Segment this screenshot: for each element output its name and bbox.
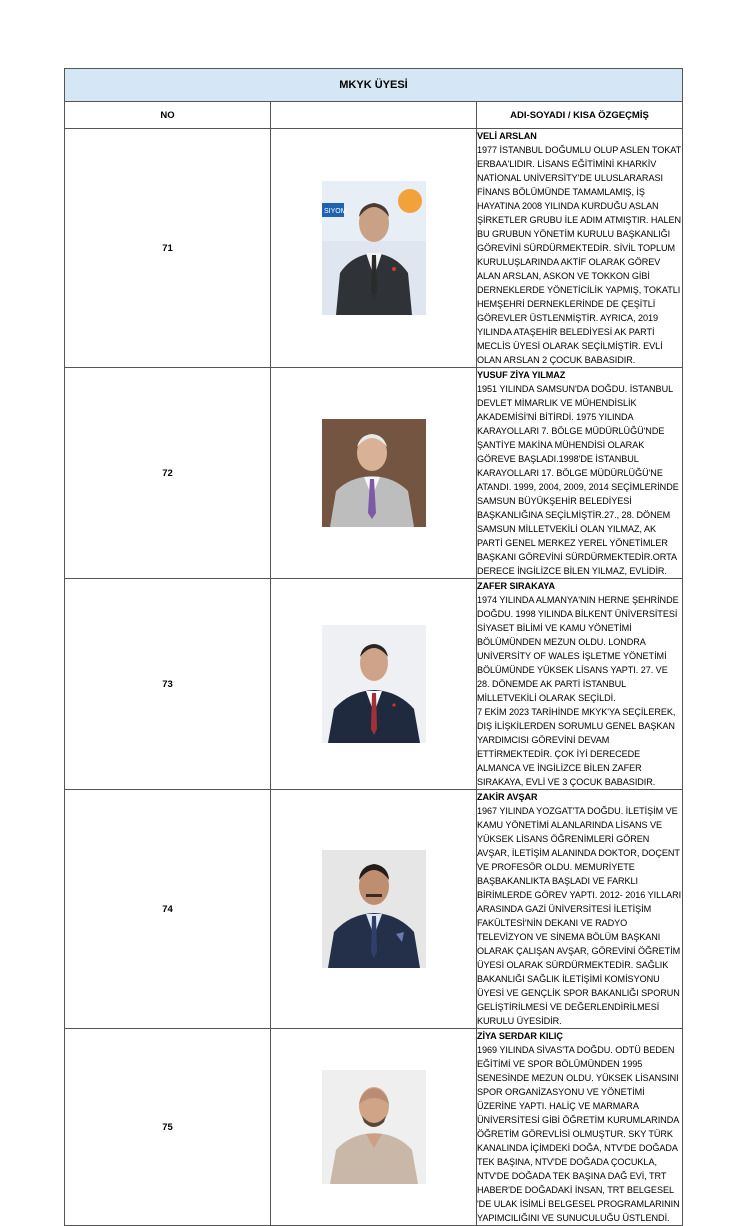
photo-cell (271, 368, 477, 579)
member-no: 74 (65, 790, 271, 1029)
member-photo (322, 181, 426, 315)
table-row (65, 790, 683, 1029)
member-name: ZAFER SIRAKAYA (477, 581, 555, 591)
header-no: NO (65, 102, 271, 129)
member-bio: 1967 YILINDA YOZGAT'TA DOĞDU. İLETİŞİM VE KAMU YÖNETİMİ ALANLARINDA LİSANS VE YÜKSEK LİSANS ÖĞRENİMLERİ GÖREN AVŞAR, İLETİŞİM ALANINDA DOKTOR, DOÇENT VE PROFESÖR OLDU. MEMURİYETE BAŞBAKANLIKTA BAŞLADI VE FARKLI BİRİMLERDE GÖREV YAPTI. 2012- 2016 YILLARI ARASINDA GAZİ ÜNİVERSİTESİ İLETİŞİM FAKÜLTESİ'NİN DEKANI VE RADYO TELEVİZYON VE SİNEMA BÖLÜM BAŞKANI OLARAK ÇALIŞAN AVŞAR, GÖREVİNİ ÖĞRETİM ÜYESİ OLARAK SÜRDÜRMEKTEDİR. SAĞLIK BAKANLIĞI SAĞLIK İLETİŞİMİ KOMİSYONU ÜYESİ VE GENÇLİK SPOR BAKANLIĞI SPORUN GELİŞTİRİLMESİ VE DEĞERLENDİRİLMESİ KURULU ÜYESİDİR. (477, 806, 682, 1026)
bio-cell (477, 129, 683, 368)
member-photo (322, 419, 426, 527)
member-name: VELİ ARSLAN (477, 131, 537, 141)
member-no: 71 (65, 129, 271, 368)
bio-cell (477, 790, 683, 1029)
member-photo (322, 850, 426, 968)
header-name-bio: ADI-SOYADI / KISA ÖZGEÇMİŞ (477, 102, 683, 129)
photo-cell (271, 129, 477, 368)
member-bio-paragraph-2: 7 EKİM 2023 TARİHİNDE MKYK'YA SEÇİLEREK, DIŞ İLİŞKİLERDEN SORUMLU GENEL BAŞKAN YARDIMCISI GÖREVİNİ DEVAM ETTİRMEKTEDİR. ÇOK İYİ DERECEDE ALMANCA VE İNGİLİZCE BİLEN ZAFER SIRAKAYA, EVLİ VE 3 ÇOCUK BABASIDIR. (477, 707, 676, 787)
table-row (65, 1029, 683, 1226)
photo-cell (271, 579, 477, 790)
member-photo (322, 625, 426, 743)
member-photo (322, 1070, 426, 1184)
photo-cell (271, 1029, 477, 1226)
member-no: 75 (65, 1029, 271, 1226)
table-row (65, 129, 683, 368)
photo-backdrop-text: SIYOM (323, 208, 347, 215)
header-row (65, 102, 683, 129)
table-title: MKYK ÜYESİ (65, 69, 683, 102)
bio-cell (477, 1029, 683, 1226)
member-name: ZİYA SERDAR KILIÇ (477, 1031, 563, 1041)
title-row (65, 69, 683, 102)
member-bio: 1969 YILINDA SİVAS'TA DOĞDU. ODTÜ BEDEN EĞİTİMİ VE SPOR BÖLÜMÜNDEN 1995 SENESİNDE MEZUN OLDU. YÜKSEK LİSANSINI SPOR ORGANİZASYONU VE YÖNETİMİ ÜZERİNE YAPTI. HALİÇ VE MARMARA ÜNİVERSİTESİ GİBİ ÖĞRETİM KURUMLARINDA ÖĞRETİM GÖREVLİSİ OLMUŞTUR. SKY TÜRK KANALINDA İÇİMDEKİ DOĞA, NTV'DE DOĞADA TEK BAŞINA, NTV'DE DOĞADA ÇOCUKLA, NTV'DE DOĞADA TEK BAŞINA DAĞ EVİ, TRT HABER'DE DOĞADAKİ İNSAN, TRT BELGESEL 'DE ULAK İSİMLİ BELGESEL PROGRAMLARININ YAPIMCILIĞINI VE SUNUCULUĞU ÜSTLENDİ. (477, 1045, 680, 1223)
bio-cell (477, 579, 683, 790)
member-no: 72 (65, 368, 271, 579)
photo-cell (271, 790, 477, 1029)
member-table (64, 68, 683, 1226)
member-bio: 1977 İSTANBUL DOĞUMLU OLUP ASLEN TOKAT ERBAA'LIDIR. LİSANS EĞİTİMİNİ KHARKİV NATİONAL UNİVERSİTY'DE ULUSLARARASI FİNANS BÖLÜMÜNDE TAMAMLAMIŞ, İŞ HAYATINA 2008 YILINDA KURDUĞU ASLAN ŞİRKETLER GRUBU İLE ADIM ATMIŞTIR. HALEN BU GRUBUN YÖNETİM KURULU BAŞKANLIĞI GÖREVİNİ SÜRDÜRMEKTEDİR. SİVİL TOPLUM KURULUŞLARINDA AKTİF OLARAK GÖREV ALAN ARSLAN, ASKON VE TOKKON GİBİ DERNEKLERDE YÖNETİCİLİK YAPMIŞ, TOKATLI HEMŞEHRİ DERNEKLERİNDE DE ÇEŞİTLİ GÖREVLER ÜSTLENMİŞTİR. AYRICA, 2019 YILINDA ATAŞEHİR BELEDİYESİ AK PARTİ MECLİS ÜYESİ OLARAK SEÇİLMİŞTİR. EVLİ OLAN ARSLAN 2 ÇOCUK BABASIDIR. (477, 145, 681, 365)
member-no: 73 (65, 579, 271, 790)
header-photo (271, 102, 477, 129)
member-name: ZAKİR AVŞAR (477, 792, 538, 802)
table-row (65, 368, 683, 579)
member-bio-paragraph-1: 1974 YILINDA ALMANYA'NIN HERNE ŞEHRİNDE DOĞDU. 1998 YILINDA BİLKENT ÜNİVERSİTESİ SİYASET BİLİMİ VE KAMU YÖNETİMİ BÖLÜMÜNDEN MEZUN OLDU. LONDRA UNİVERSİTY OF WALES İŞLETME YÖNETİMİ BÖLÜMÜNDE YÜKSEK LİSANS YAPTI. 27. VE 28. DÖNEMDE AK PARTİ İSTANBUL MİLLETVEKİLİ OLARAK SEÇİLDİ. (477, 595, 679, 703)
member-name: YUSUF ZİYA YILMAZ (477, 370, 566, 380)
table-row (65, 579, 683, 790)
bio-cell (477, 368, 683, 579)
member-bio: 1951 YILINDA SAMSUN'DA DOĞDU. İSTANBUL DEVLET MİMARLIK VE MÜHENDİSLİK AKADEMİSİ'Nİ BİTİRDİ. 1975 YILINDA KARAYOLLARI 7. BÖLGE MÜDÜRLÜĞÜ'NDE ŞANTİYE MAKİNA MÜHENDİSİ OLARAK GÖREVE BAŞLADI.1998'DE İSTANBUL KARAYOLLARI 17. BÖLGE MÜDÜRLÜĞÜ'NE ATANDI. 1999, 2004, 2009, 2014 SEÇİMLERİNDE SAMSUN BÜYÜKŞEHİR BELEDİYESİ BAŞKANLIĞINA SEÇİLMİŞTİR.27., 28. DÖNEM SAMSUN MİLLETVEKİLİ OLAN YILMAZ, AK PARTİ GENEL MERKEZ YEREL YÖNETİMLER BAŞKANI GÖREVİNİ SÜRDÜRMEKTEDİR.ORTA DERECE İNGİLİZCE BİLEN YILMAZ, EVLİDİR. (477, 384, 679, 576)
